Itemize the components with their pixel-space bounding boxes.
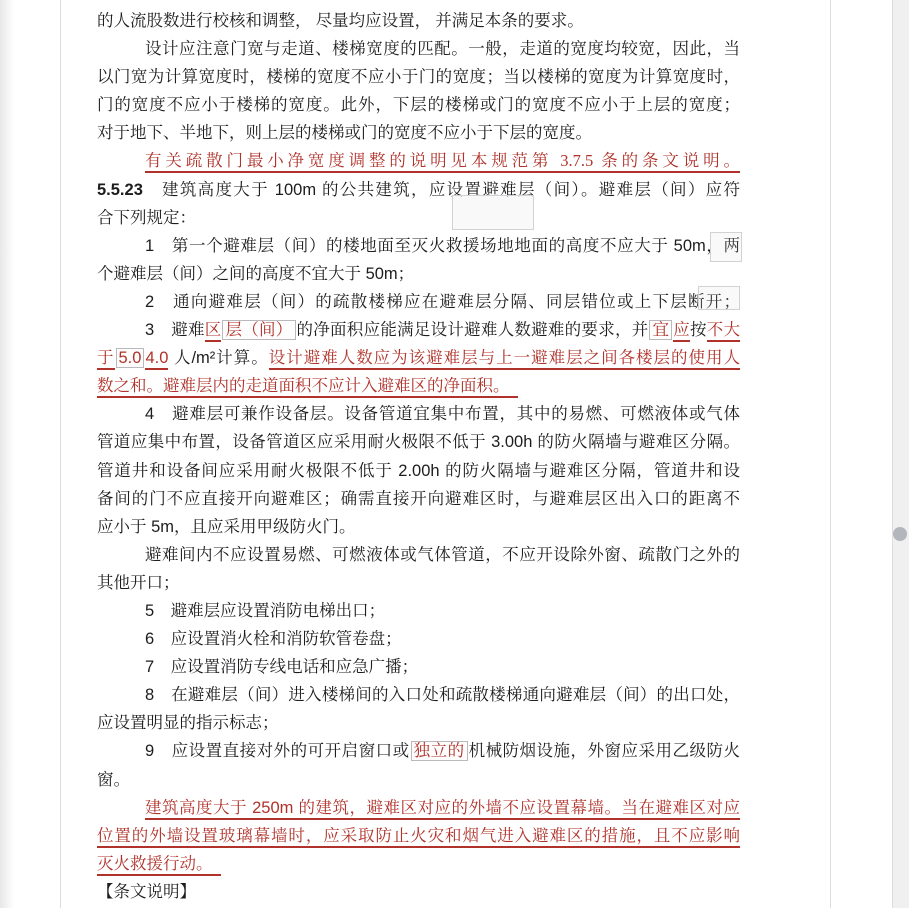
scrollbar-track[interactable]: [892, 0, 909, 908]
inserted-text: 建筑高度大于 250m 的建筑，避难区对应的外墙不应设置幕墙。当在避难区对应: [145, 799, 740, 820]
doc-text: 按: [690, 321, 707, 340]
doc-text: 建筑高度大于 100m 的公共建筑，应设置避难层（间）。避难层（间）应符: [142, 180, 740, 199]
inserted-text: 4.0: [145, 349, 168, 370]
doc-text: 7 应设置消防专线电话和应急广播；: [145, 658, 419, 677]
doc-line: [97, 119, 740, 147]
inserted-text: 数之和。避难层内的走道面积不应计入避难区的净面积。: [97, 377, 518, 398]
inserted-text: 区: [205, 321, 222, 342]
doc-line: [97, 7, 740, 35]
doc-line: [97, 176, 740, 204]
doc-line: [97, 737, 740, 765]
doc-text: 合下列规定：: [97, 208, 196, 227]
doc-line: [97, 288, 740, 316]
inserted-text: 灭火救援行动。: [97, 855, 221, 876]
doc-text: 9 应设置直接对外的可开启窗口或: [145, 742, 410, 761]
page-left-shadow: [0, 0, 14, 908]
doc-text: 避难间内不应设置易燃、可燃液体或气体管道，不应开设除外窗、疏散门之外的: [145, 545, 740, 564]
doc-text: 8 在避难层（间）进入楼梯间的入口处和疏散楼梯通向避难层（间）的出口处，: [145, 686, 740, 705]
doc-line: [97, 541, 740, 569]
inserted-text: 设计避难人数应为该避难层与上一避难层之间各楼层的使用人: [269, 349, 740, 370]
doc-line: [97, 316, 740, 344]
doc-text: 对于地下、半地下，则上层的楼梯或门的宽度不应小于下层的宽度。: [97, 123, 592, 143]
doc-line: [97, 147, 740, 175]
doc-line: [97, 597, 740, 625]
deleted-text-box: 宜: [649, 320, 672, 340]
text-boundary-right: [830, 0, 831, 908]
doc-line: [97, 653, 740, 681]
doc-text: 5 避难层应设置消防电梯出口；: [145, 601, 386, 620]
doc-line: [97, 850, 740, 878]
doc-text: 机械防烟设施，外窗应采用乙级防火: [468, 742, 740, 761]
doc-text: 4 避难层可兼作设备层。设备管道宜集中布置，其中的易燃、可燃液体或气体: [145, 405, 740, 424]
doc-text: 管道井和设备间应采用耐火极限不低于 2.00h 的防火隔墙与避难区分隔，管道井和设: [97, 461, 740, 480]
deleted-text-box: 5.0: [116, 348, 145, 368]
doc-text: 1 第一个避难层（间）的楼地面至灭火救援场地地面的高度不应大于 50m，两: [145, 236, 740, 255]
doc-text: 的净面积应能满足设计避难人数避难的要求，并: [296, 321, 649, 340]
doc-text: 6 应设置消火栓和消防软管卷盘；: [145, 630, 402, 649]
doc-text: 人/m²计算。: [168, 349, 269, 368]
doc-text: 个避难层（间）之间的高度不宜大于 50m；: [97, 264, 415, 283]
doc-text: 设计应注意门宽与走道、楼梯宽度的匹配。一般，走道的宽度均较宽，因此，当: [145, 39, 740, 59]
inserted-text: 有关疏散门最小净宽度调整的说明见本规范第 3.7.5 条的条文说明。: [145, 151, 740, 173]
doc-line: [97, 513, 740, 541]
doc-line: [97, 457, 740, 485]
text-boundary-left: [60, 0, 61, 908]
doc-line: [97, 35, 740, 63]
inserted-text: 应: [673, 321, 690, 342]
doc-text: 其他开口；: [97, 573, 180, 592]
doc-line: [97, 766, 740, 794]
doc-line: [97, 344, 740, 372]
doc-text: 管道应集中布置，设备管道区应采用耐火极限不低于 3.00h 的防火隔墙与避难区分隔。: [97, 433, 740, 452]
doc-line: [97, 232, 740, 260]
scrollbar-thumb[interactable]: [893, 527, 907, 541]
doc-line: [97, 709, 740, 737]
deleted-text-box: 独立的: [411, 741, 468, 761]
doc-text: 3 避难: [145, 321, 205, 340]
doc-line: [97, 91, 740, 119]
doc-text: 2 通向避难层（间）的疏散楼梯应在避难层分隔、同层错位或上下层断开；: [145, 292, 740, 311]
doc-line: [97, 428, 740, 456]
doc-line: [97, 260, 740, 288]
inserted-text: 位置的外墙设置玻璃幕墙时，应采取防止火灾和烟气进入避难区的措施，且不应影响: [97, 827, 740, 848]
doc-text: 备间的门不应直接开向避难区；确需直接开向避难区时，与避难层区出入口的距离不: [97, 489, 740, 508]
doc-line: [97, 625, 740, 653]
doc-text: 【条文说明】: [97, 882, 196, 901]
deleted-text-box: 层（间）: [222, 320, 295, 340]
doc-line: [97, 372, 740, 400]
doc-line: [97, 204, 740, 232]
doc-line: [97, 822, 740, 850]
document-text-column: [97, 7, 740, 906]
doc-text: 应设置明显的指示标志；: [97, 714, 279, 733]
doc-text: 应小于 5m，且应采用甲级防火门。: [97, 517, 356, 536]
doc-line: [97, 878, 740, 906]
doc-line: [97, 569, 740, 597]
inserted-text: 不大: [707, 321, 740, 342]
doc-line: [97, 400, 740, 428]
doc-text: 窗。: [97, 770, 130, 789]
doc-text: 以门宽为计算宽度时，楼梯的宽度不应小于门的宽度；当以楼梯的宽度为计算宽度时，: [97, 67, 740, 87]
inserted-text: 于: [97, 349, 115, 370]
doc-text: 门的宽度不应小于楼梯的宽度。此外，下层的楼梯或门的宽度不应小于上层的宽度；: [97, 95, 740, 115]
doc-line: [97, 681, 740, 709]
doc-line: [97, 794, 740, 822]
doc-text: 的人流股数进行校核和调整， 尽量均应设置， 并满足本条的要求。: [97, 11, 584, 30]
doc-line: [97, 63, 740, 91]
doc-text: 5.5.23: [97, 180, 143, 199]
doc-line: [97, 485, 740, 513]
